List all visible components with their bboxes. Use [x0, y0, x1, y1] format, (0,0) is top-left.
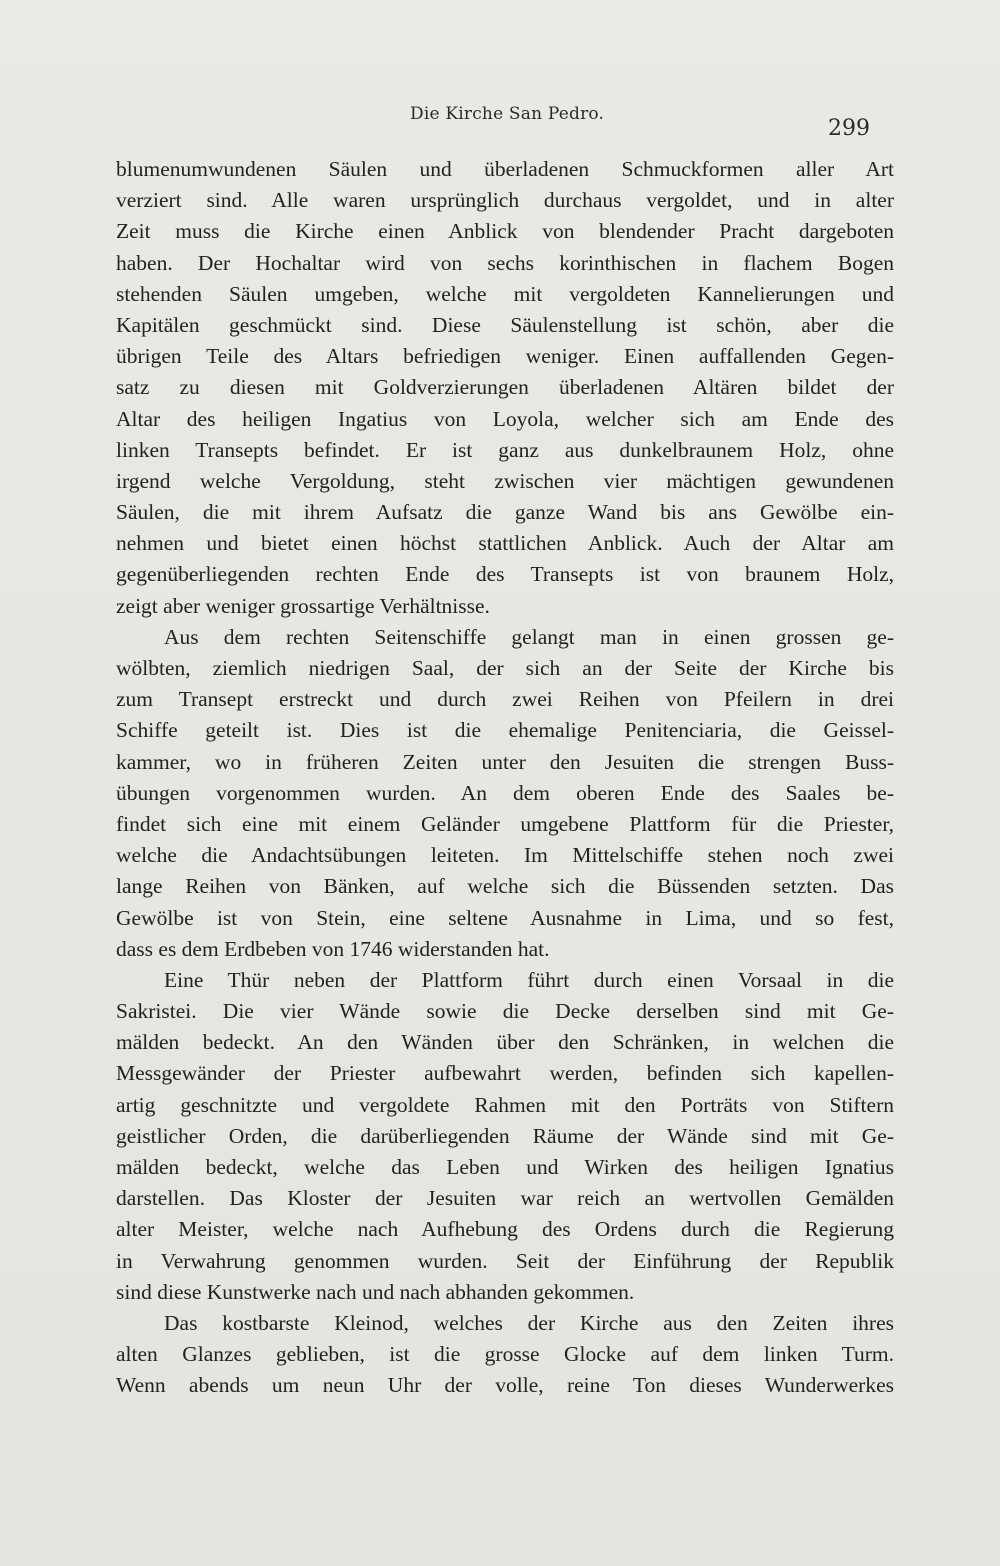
text-line: mälden bedeckt, welche das Leben und Wirken des heiligen Ignatius — [116, 1155, 894, 1179]
text-line: blumenumwundenen Säulen und überladenen Schmuckformen aller Art — [116, 157, 894, 181]
text-line: artig geschnitzte und vergoldete Rahmen mit den Porträts von Stiftern — [116, 1092, 894, 1117]
text-line: sind diese Kunstwerke nach und nach abhanden gekommen. — [116, 1279, 635, 1304]
text-line: Kapitälen geschmückt sind. Diese Säulenstellung ist schön, aber die — [116, 312, 894, 337]
text-line: Altar des heiligen Ingatius von Loyola, welcher sich am Ende des — [116, 406, 894, 431]
text-line: haben. Der Hochaltar wird von sechs korinthischen in flachem Bogen — [116, 250, 894, 275]
text-line: wölbten, ziemlich niedrigen Saal, der sich an der Seite der Kirche bis — [116, 656, 894, 680]
body-text — [116, 154, 894, 1402]
running-head: Die Kirche San Pedro. — [410, 104, 605, 124]
text-line: mälden bedeckt. An den Wänden über den Schränken, in welchen die — [116, 1030, 894, 1055]
text-line: darstellen. Das Kloster der Jesuiten war reich an wertvollen Gemälden — [116, 1186, 894, 1211]
text-line: Das kostbarste Kleinod, welches der Kirche aus den Zeiten ihres — [164, 1310, 894, 1335]
text-line: lange Reihen von Bänken, auf welche sich die Büssenden setzten. Das — [116, 874, 894, 899]
text-line: Zeit muss die Kirche einen Anblick von blendender Pracht dargeboten — [116, 219, 894, 244]
text-line: dass es dem Erdbeben von 1746 widerstanden hat. — [116, 936, 550, 961]
text-line: alter Meister, welche nach Aufhebung des Ordens durch die Regierung — [116, 1217, 894, 1242]
text-line: in Verwahrung genommen wurden. Seit der Einführung der Republik — [116, 1248, 894, 1273]
text-line: Sakristei. Die vier Wände sowie die Decke derselben sind mit Ge- — [116, 999, 894, 1024]
text-line: Aus dem rechten Seitenschiffe gelangt man in einen grossen ge- — [164, 624, 894, 649]
text-line: geistlicher Orden, die darüberliegenden Räume der Wände sind mit Ge- — [116, 1123, 894, 1148]
text-line: irgend welche Vergoldung, steht zwischen vier mächtigen gewundenen — [116, 468, 894, 493]
text-line: zeigt aber weniger grossartige Verhältnisse. — [116, 593, 490, 618]
text-line: alten Glanzes geblieben, ist die grosse Glocke auf dem linken Turm. — [116, 1342, 894, 1367]
text-line: Schiffe geteilt ist. Dies ist die ehemalige Penitenciaria, die Geissel- — [116, 718, 894, 743]
text-line: Säulen, die mit ihrem Aufsatz die ganze Wand bis ans Gewölbe ein- — [116, 500, 894, 525]
text-line: zum Transept erstreckt und durch zwei Reihen von Pfeilern in drei — [116, 687, 894, 712]
text-line: satz zu diesen mit Goldverzierungen überladenen Altären bildet der — [116, 375, 894, 400]
text-line: findet sich eine mit einem Geländer umgebene Plattform für die Priester, — [116, 811, 894, 836]
text-line: gegenüberliegenden rechten Ende des Transepts ist von braunem Holz, — [116, 562, 894, 587]
text-line: welche die Andachtsübungen leiteten. Im Mittelschiffe stehen noch zwei — [116, 843, 894, 868]
text-line: übrigen Teile des Altars befriedigen weniger. Einen auffallenden Gegen- — [116, 344, 894, 369]
text-line: verziert sind. Alle waren ursprünglich durchaus vergoldet, und in alter — [116, 188, 894, 213]
text-line: stehenden Säulen umgeben, welche mit vergoldeten Kannelierungen und — [116, 281, 894, 306]
text-line: übungen vorgenommen wurden. An dem oberen Ende des Saales be- — [116, 780, 894, 805]
page-number: 299 — [828, 116, 870, 141]
text-line: Wenn abends um neun Uhr der volle, reine Ton dieses Wunderwerkes — [116, 1373, 894, 1398]
text-line: Eine Thür neben der Plattform führt durch einen Vorsaal in die — [164, 967, 894, 992]
text-line: kammer, wo in früheren Zeiten unter den Jesuiten die strengen Buss- — [116, 749, 894, 774]
text-line: Messgewänder der Priester aufbewahrt werden, befinden sich kapellen- — [116, 1061, 894, 1086]
text-line: Gewölbe ist von Stein, eine seltene Ausnahme in Lima, und so fest, — [116, 905, 894, 930]
text-line: linken Transepts befindet. Er ist ganz aus dunkelbraunem Holz, ohne — [116, 437, 894, 462]
text-line: nehmen und bietet einen höchst stattlichen Anblick. Auch der Altar am — [116, 531, 894, 556]
